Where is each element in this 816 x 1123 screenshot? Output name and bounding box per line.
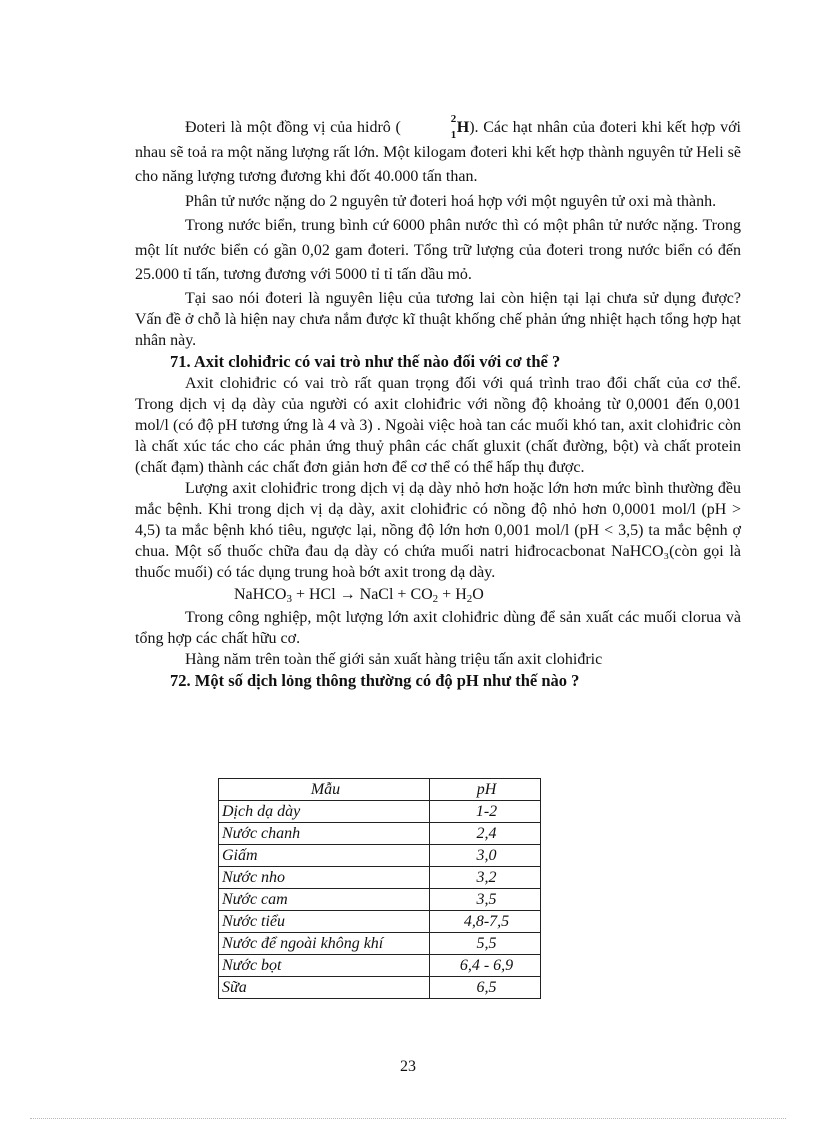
- sample-cell: Nước cam: [219, 889, 430, 911]
- table-row: [219, 845, 541, 867]
- ph-cell: 3,2: [430, 867, 541, 889]
- paragraph-sea-water: Trong nước biển, trung bình cứ 6000 phân nước thì có một phân tử nước nặng. Trong một lít nước biển có gần 0,02 gam đoteri. Tổng trữ lượng của đoteri trong nước biển có đến 25.000 tỉ tấn, tương đương với 5000 tỉ tỉ tấn dầu mỏ.: [135, 217, 741, 283]
- sample-cell: Nước nho: [219, 867, 430, 889]
- paragraph-hcl-role: Axit clohiđric có vai trò rất quan trọng đối với quá trình trao đổi chất của cơ thể. Trong dịch vị dạ dày của người có axit clohiđric với nồng độ khoảng từ 0,0001 đến 0,001 mol/l (có độ pH tương ứng là 4 và 3) . Ngoài việc hoà tan các muối khó tan, axit clohiđric còn là chất xúc tác cho các phản ứng thuỷ phân các chất gluxit (chất đường, bột) và chất protein (chất đạm) thành các chất đơn giản hơn để cơ thể có thể hấp thụ được.: [135, 374, 741, 476]
- document-body: [135, 113, 741, 692]
- column-header-ph: pH: [430, 779, 541, 801]
- table-row: [219, 867, 541, 889]
- isotope-symbol: 2 1 H: [450, 113, 470, 141]
- page-number: 23: [400, 1058, 416, 1075]
- paragraph-future-fuel: Tại sao nói đoteri là nguyên liệu của tương lai còn hiện tại lại chưa sử dụng được? Vấn đề ở chỗ là hiện nay chưa nắm được kĩ thuật khống chế phản ứng nhiệt hạch tổng hợp hạt nhân này.: [135, 289, 741, 349]
- paragraph-hcl-disease: Lượng axit clohiđric trong dịch vị dạ dày nhỏ hơn hoặc lớn hơn mức bình thường đều mắc bệnh. Khi trong dịch vị dạ dày, axit clohiđric có nồng độ nhỏ hơn 0,0001 mol/l (pH > 4,5) ta mắc bệnh khó tiêu, ngược lại, nồng độ lớn hơn 0,001 mol/l (pH < 3,5) ta mắc bệnh ợ chua. Một số thuốc chữa đau dạ dày có chứa muối natri hiđrocacbonat NaHCO₃(còn gọi là thuốc muối) có tác dụng trung hoà bớt axit trong dạ dày.: [135, 479, 741, 581]
- ph-cell: 4,8-7,5: [430, 911, 541, 933]
- sample-cell: Sữa: [219, 977, 430, 999]
- reaction-arrow-icon: →: [339, 585, 356, 603]
- table-row: [219, 933, 541, 955]
- table-row: [219, 889, 541, 911]
- ph-cell: 1-2: [430, 801, 541, 823]
- ph-table: [218, 778, 541, 999]
- paragraph-deuterium-intro: Đoteri là một đồng vị của hidrô ( 2 1 H). Các hạt nhân của đoteri khi kết hợp với nhau sẽ toả ra một năng lượng rất lớn. Một kilogam đoteri khi kết hợp thành nguyên tử Heli sẽ cho năng lượng tương đương khi đốt 40.000 tấn than.: [135, 113, 741, 185]
- table-row: [219, 911, 541, 933]
- chemical-equation: NaHCO$_3$ + HCl → NaCl + $CO_2 + H_2O$: [234, 585, 484, 605]
- table-row: [219, 955, 541, 977]
- section-heading-71: 71. Axit clohiđric có vai trò như thế nào đối với cơ thể ?: [170, 351, 561, 371]
- ph-cell: 5,5: [430, 933, 541, 955]
- paragraph-heavy-water: Phân tử nước nặng do 2 nguyên tử đoteri hoá hợp với một nguyên tử oxi mà thành.: [185, 192, 717, 210]
- sample-cell: Dịch dạ dày: [219, 801, 430, 823]
- sample-cell: Nước bọt: [219, 955, 430, 977]
- ph-cell: 3,0: [430, 845, 541, 867]
- paragraph-industry-use: Trong công nghiệp, một lượng lớn axit clohiđric dùng để sản xuất các muối clorua và tổng hợp các chất hữu cơ.: [135, 608, 741, 647]
- ph-cell: 2,4: [430, 823, 541, 845]
- sample-cell: Nước tiểu: [219, 911, 430, 933]
- table-header-row: [219, 779, 541, 801]
- paragraph-annual-production: Hàng năm trên toàn thế giới sản xuất hàng triệu tấn axit clohiđric: [185, 650, 603, 668]
- column-header-sample: Mẫu: [219, 779, 430, 801]
- table-row: [219, 801, 541, 823]
- ph-cell: 3,5: [430, 889, 541, 911]
- ph-cell: 6,4 - 6,9: [430, 955, 541, 977]
- table-row: [219, 823, 541, 845]
- sample-cell: Nước chanh: [219, 823, 430, 845]
- sample-cell: Nước để ngoài không khí: [219, 933, 430, 955]
- ph-cell: 6,5: [430, 977, 541, 999]
- section-heading-72: 72. Một số dịch lỏng thông thường có độ pH như thế nào ?: [170, 670, 580, 690]
- table-row: [219, 977, 541, 999]
- sample-cell: Giấm: [219, 845, 430, 867]
- footer-divider: [30, 1118, 786, 1119]
